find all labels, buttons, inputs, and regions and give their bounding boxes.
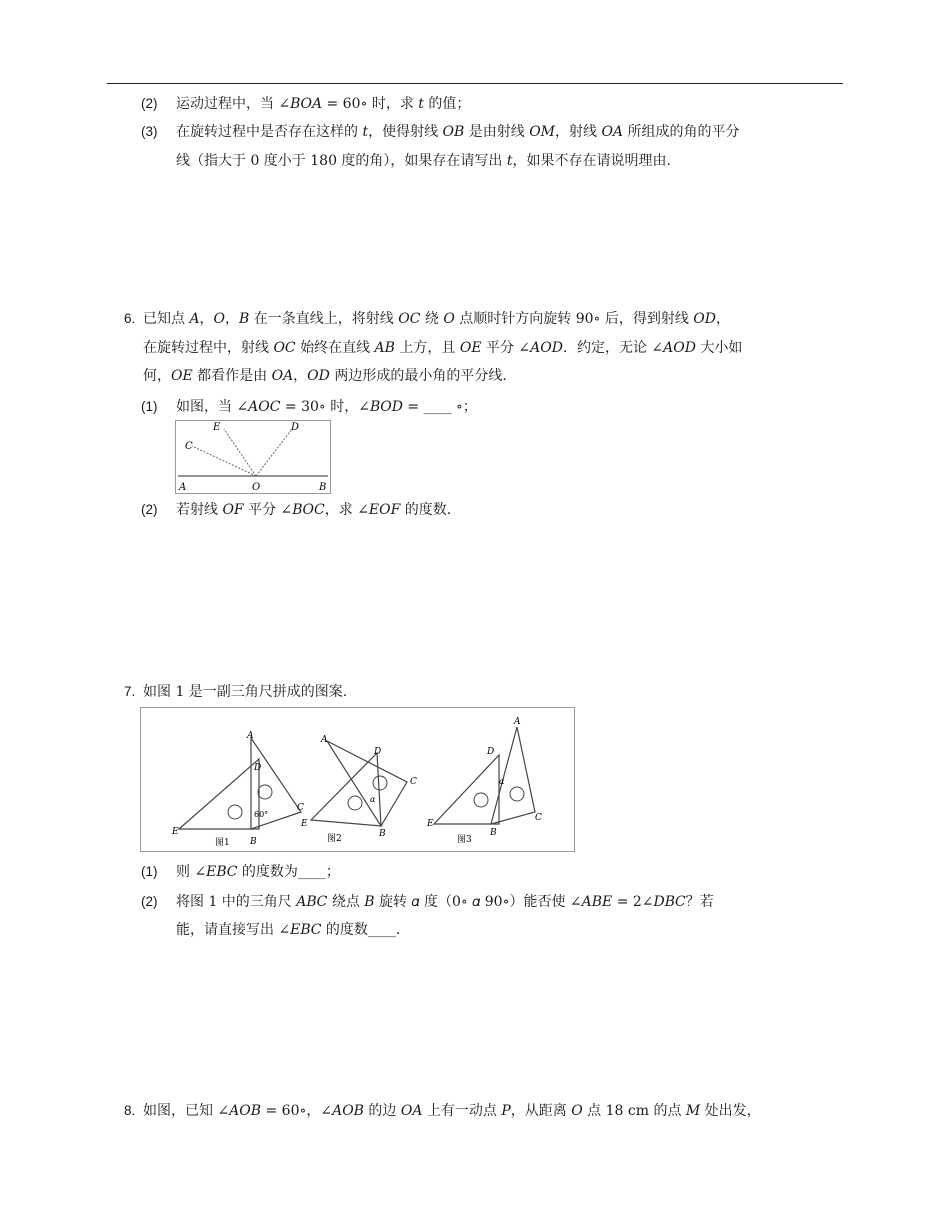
q6-figure-svg [176,421,330,493]
fig3-label-B: B [490,828,497,838]
fig3-alpha: α [499,777,505,786]
triangle-EDB-3 [434,755,499,824]
q8-number: 8. [124,1103,136,1118]
figure-1 [171,731,304,848]
q6-part1-text: 如图，当 ∠𝐴𝑂𝐶 = 30∘ 时，∠𝐵𝑂𝐷 = ____ ∘； [176,399,477,415]
fig3-label-D: D [487,747,495,757]
q7-part2-line2: 能，请直接写出 ∠𝐸𝐵𝐶 的度数____. [176,922,401,938]
fig1-label-C: C [297,803,304,813]
fig1-label-D: D [254,763,262,773]
figure-3 [426,717,542,845]
q6-line2: 在旋转过程中，射线 𝑂𝐶 始终在直线 𝐴𝐵 上方，且 𝑂𝐸 平分 ∠𝐴𝑂𝐷．约定，无论 ∠𝐴𝑂𝐷 大小如 [143,340,743,356]
q7-part2-number: (2) [141,894,158,909]
q7-figure [140,707,575,852]
fig2-label-A: A [321,735,328,745]
q5-part3-number: (3) [141,124,158,139]
figure-2 [300,735,417,844]
fig2-label-B: B [379,829,386,839]
fig3-caption: 图3 [457,835,472,845]
q5-part2-text: 运动过程中，当 ∠𝐵𝑂𝐴 = 60∘ 时，求 𝑡 的值； [176,96,471,112]
label-E: E [213,422,221,433]
hole-circle [348,796,362,810]
q8-line1: 如图，已知 ∠𝐴𝑂𝐵 = 60∘，∠𝐴𝑂𝐵 的边 𝑂𝐴 上有一动点 𝑃，从距离 𝑂 点 18 cm 的点 𝑀 处出发， [143,1103,761,1119]
fig3-label-C: C [535,813,542,823]
label-B: B [319,482,327,493]
header-rule [107,83,843,84]
hole-circle [228,805,242,819]
ray-OC [192,446,256,476]
fig1-label-B: B [250,837,257,847]
ray-OE [224,429,256,476]
triangle-ABC-3 [491,727,535,824]
fig1-angle-60: 60° [254,810,269,819]
q6-line1: 已知点 𝐴，𝑂，𝐵 在一条直线上，将射线 𝑂𝐶 绕 𝑂 点顺时针方向旋转 90∘ 后，得到射线 𝑂𝐷， [143,311,730,327]
triangle-ABC-2 [327,741,407,826]
fig2-alpha: α [370,795,376,804]
fig2-caption: 图2 [327,834,342,844]
q6-figure [175,420,331,494]
q7-number: 7. [124,684,136,699]
q7-part2-line1: 将图 1 中的三角尺 𝐴𝐵𝐶 绕点 𝐵 旋转 𝛼 度（0∘ 𝛼 90∘）能否使 ∠𝐴𝐵𝐸 = 2∠𝐷𝐵𝐶？若 [176,894,714,910]
fig3-label-E: E [427,819,434,829]
fig3-label-A: A [514,717,521,727]
label-O: O [252,482,261,493]
q7-part1-text: 则 ∠𝐸𝐵𝐶 的度数为____； [176,864,340,880]
fig2-label-E: E [301,819,308,829]
q7-line1: 如图 1 是一副三角尺拼成的图案. [143,684,348,700]
fig1-label-A: A [247,731,254,741]
q5-part2-number: (2) [141,96,158,111]
fig2-label-D: D [374,747,382,757]
hole-circle [373,776,387,790]
q6-line3: 何，𝑂𝐸 都看作是由 𝑂𝐴，𝑂𝐷 两边形成的最小角的平分线. [143,368,507,384]
q6-number: 6. [124,311,136,326]
hole-circle [258,785,272,799]
q6-part2-text: 若射线 𝑂𝐹 平分 ∠𝐵𝑂𝐶，求 ∠𝐸𝑂𝐹 的度数. [176,502,452,518]
fig1-label-E: E [172,827,179,837]
q6-part1-number: (1) [141,399,158,414]
label-D: D [291,422,300,433]
q5-part3-line2: 线（指大于 0 度小于 180 度的角），如果存在请写出 𝑡，如果不存在请说明理由. [176,153,671,169]
fig1-caption: 图1 [215,838,230,848]
hole-circle [510,787,524,801]
q6-part2-number: (2) [141,502,158,517]
q7-part1-number: (1) [141,864,158,879]
label-C: C [185,441,193,452]
hole-circle [474,793,488,807]
ray-OD [256,429,292,476]
fig2-label-C: C [410,777,417,787]
label-A: A [179,482,187,493]
q7-figure-svg [141,708,574,851]
q5-part3-line1: 在旋转过程中是否存在这样的 𝑡，使得射线 𝑂𝐵 是由射线 𝑂𝑀，射线 𝑂𝐴 所组成的角的平分 [176,124,740,140]
